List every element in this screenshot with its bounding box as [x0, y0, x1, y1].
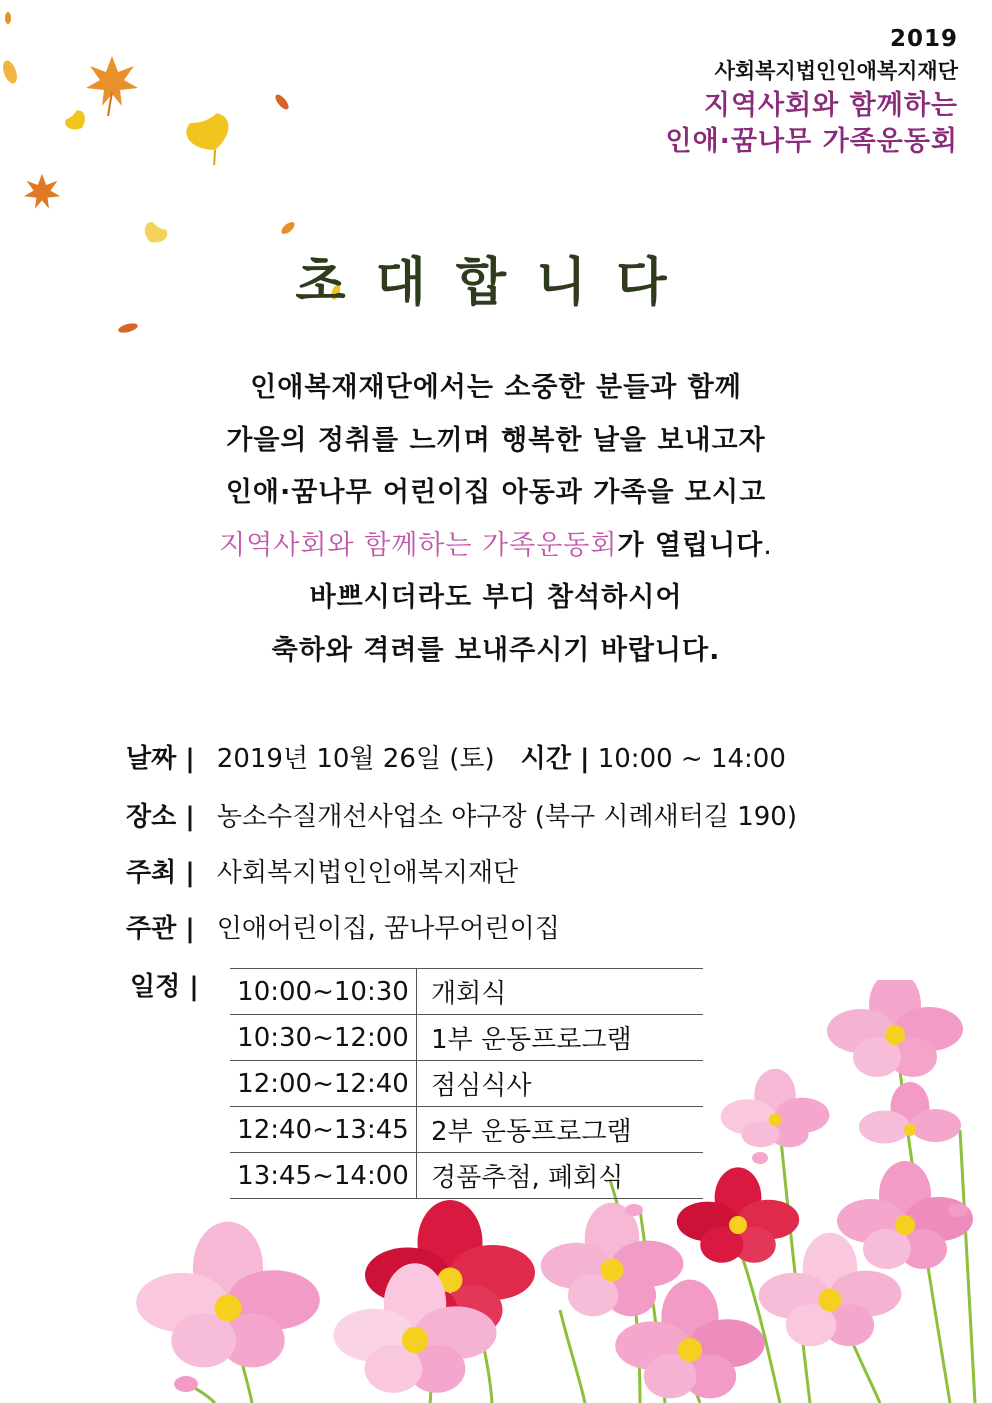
message-line: 축하와 격려를 보내주시기 바랍니다.: [271, 634, 721, 666]
schedule-name: 개회식: [417, 969, 704, 1015]
invitation-message: [0, 362, 992, 677]
small-leaf-icon: [273, 93, 291, 112]
message-line-rest: 가 열립니다: [617, 529, 764, 561]
place-row: [126, 800, 797, 834]
schedule-table: [230, 968, 703, 1199]
message-line: 인애복재재단에서는 소중한 분들과 함께: [250, 372, 742, 403]
schedule-label: 일정 |: [130, 972, 199, 1002]
header-block: [666, 24, 958, 160]
time-label: 시간 |: [520, 744, 590, 774]
schedule-name: 점심식사: [417, 1061, 704, 1107]
cosmos-flower-icon: [136, 1222, 320, 1368]
message-line: 가을의 정취를 느끼며 행복한 날을 보내고자: [226, 424, 766, 456]
schedule-table-body: [230, 969, 703, 1199]
place-label: 장소 |: [126, 802, 195, 832]
header-year: 2019: [889, 26, 958, 52]
host-label: 주최 |: [126, 858, 195, 888]
cosmos-flower-icon: [721, 1069, 830, 1147]
schedule-time: 10:30~12:00: [230, 1015, 417, 1061]
schedule-row-item: [230, 1061, 703, 1107]
ginkgo-leaf-icon: [183, 111, 240, 171]
schedule-row-item: [230, 1015, 703, 1061]
schedule-time: 13:45~14:00: [230, 1153, 417, 1199]
page-title: 초대합니다: [295, 253, 697, 313]
organizer-label: 주관 |: [126, 914, 195, 944]
message-line: [0, 520, 992, 573]
header-organization: 사회복지법인인애복지재단: [714, 59, 958, 83]
highlight-event-name: 지역사회와 함께하는 가족운동회: [219, 529, 618, 561]
date-label: 날짜 |: [126, 744, 195, 774]
event-title-line2: 인애·꿈나무 가족운동회: [665, 126, 958, 157]
schedule-name: 2부 운동프로그램: [417, 1107, 704, 1153]
place-value: 농소수질개선사업소 야구장 (북구 시례새터길 190): [216, 802, 797, 832]
cosmos-flower-icon: [859, 1082, 961, 1144]
maple-leaf-icon: [24, 174, 60, 209]
small-leaf-icon: [0, 59, 19, 86]
schedule-row-item: [230, 1107, 703, 1153]
host-row: [126, 856, 518, 890]
message-line: 인애·꿈나무 어린이집 아동과 가족을 모시고: [225, 477, 767, 508]
small-leaf-icon: [5, 12, 11, 24]
schedule-time: 12:00~12:40: [230, 1061, 417, 1107]
schedule-name: 경품추첨, 폐회식: [417, 1153, 704, 1199]
ginkgo-leaf-icon: [63, 108, 90, 135]
organizer-row: [126, 912, 560, 946]
organizer-value: 인애어린이집, 꿈나무어린이집: [216, 914, 560, 944]
date-value: 2019년 10월 26일 (토): [216, 744, 495, 774]
schedule-time: 12:40~13:45: [230, 1107, 417, 1153]
schedule-time: 10:00~10:30: [230, 969, 417, 1015]
date-row: [126, 742, 786, 776]
message-line: 바쁘시더라도 부디 참석하시어: [309, 582, 683, 613]
cosmos-flower-icon: [827, 980, 963, 1077]
message-period: .: [763, 529, 773, 561]
maple-leaf-icon: [86, 56, 138, 116]
schedule-name: 1부 운동프로그램: [417, 1015, 704, 1061]
schedule-row-item: [230, 969, 703, 1015]
cosmos-flower-icon: [541, 1203, 684, 1316]
host-value: 사회복지법인인애복지재단: [216, 858, 519, 888]
small-leaf-icon: [279, 220, 296, 236]
schedule-row-item: [230, 1153, 703, 1199]
event-title-line1: 지역사회와 함께하는: [703, 90, 958, 121]
time-value: 10:00 ~ 14:00: [597, 744, 786, 774]
small-leaf-icon: [117, 322, 138, 335]
